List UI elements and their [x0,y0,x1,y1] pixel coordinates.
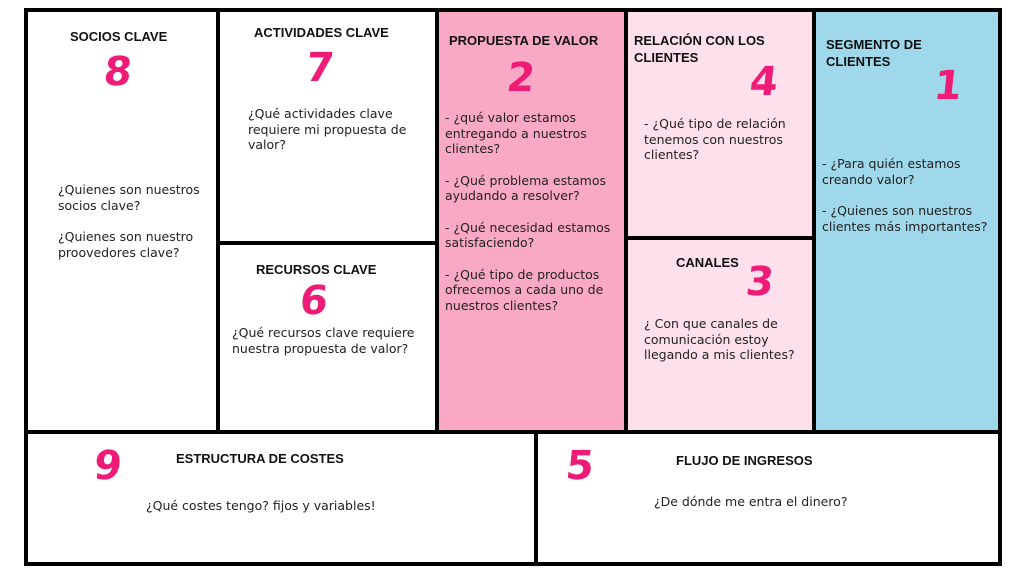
estructura-costes-questions [146,498,446,530]
block-segmento-clientes [812,8,1002,434]
block-propuesta-de-valor [435,8,628,434]
flujo-ingresos-title: FLUJO DE INGRESOS [676,453,813,468]
block-socios-clave [24,8,220,434]
segmento-clientes-question: - ¿Para quién estamos creando valor? [822,156,961,187]
estructura-costes-title: ESTRUCTURA DE COSTES [176,451,344,466]
canales-question: ¿ Con que canales de comunicación estoy llegando a mis clientes? [644,316,795,362]
actividades-clave-questions [248,106,428,169]
actividades-clave-question: ¿Qué actividades clave requiere mi propuesta de valor? [248,106,407,152]
estructura-costes-number: 9 [91,443,125,489]
block-estructura-costes [24,430,538,566]
block-canales [624,236,816,434]
segmento-clientes-number: 1 [931,63,965,109]
socios-clave-question: ¿Quienes son nuestros socios clave? [58,182,200,213]
block-recursos-clave [216,241,439,434]
propuesta-de-valor-question: - ¿Qué problema estamos ayudando a resolver? [445,172,606,203]
segmento-clientes-questions [822,156,998,250]
actividades-clave-number: 7 [303,45,337,91]
recursos-clave-questions [232,325,432,372]
recursos-clave-number: 6 [297,278,331,324]
propuesta-de-valor-question: - ¿qué valor estamos entregando a nuestros clientes? [445,110,587,156]
propuesta-de-valor-title: PROPUESTA DE VALOR [449,33,599,48]
relacion-clientes-question: - ¿Qué tipo de relación tenemos con nuestros clientes? [644,116,786,162]
socios-clave-number: 8 [101,49,135,95]
propuesta-de-valor-question: - ¿Qué tipo de productos ofrecemos a cada uno de nuestros clientes? [445,266,604,313]
segmento-clientes-title: SEGMENTO DE CLIENTES [826,37,922,69]
flujo-ingresos-questions [654,494,954,526]
recursos-clave-title: RECURSOS CLAVE [256,262,377,277]
propuesta-de-valor-number: 2 [504,55,538,101]
relacion-clientes-questions [644,116,808,179]
relacion-clientes-title: RELACIÓN CON LOS CLIENTES [634,33,765,65]
block-relacion-clientes [624,8,816,240]
socios-clave-title: SOCIOS CLAVE [70,29,168,44]
segmento-clientes-question: - ¿Quienes son nuestros clientes más importantes? [822,203,988,234]
socios-clave-question: ¿Quienes son nuestro proovedores clave? [58,229,194,260]
block-actividades-clave [216,8,439,245]
canales-title: CANALES [676,255,739,270]
estructura-costes-question: ¿Qué costes tengo? fijos y variables! [146,498,376,513]
propuesta-de-valor-question: - ¿Qué necesidad estamos satisfaciendo? [445,219,611,250]
block-flujo-ingresos [534,430,1002,566]
flujo-ingresos-number: 5 [563,443,597,489]
relacion-clientes-number: 4 [747,59,781,105]
socios-clave-questions [58,182,218,276]
canales-number: 3 [743,259,777,305]
canales-questions [644,316,812,379]
actividades-clave-title: ACTIVIDADES CLAVE [254,25,389,40]
flujo-ingresos-question: ¿De dónde me entra el dinero? [654,494,848,509]
propuesta-de-valor-questions [445,110,623,329]
recursos-clave-question: ¿Qué recursos clave requiere nuestra propuesta de valor? [232,325,415,356]
